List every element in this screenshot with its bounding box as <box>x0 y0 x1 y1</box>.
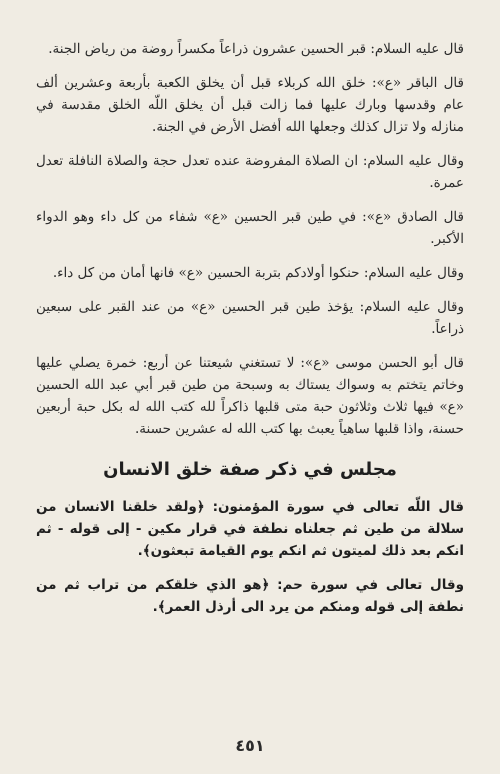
quran-paragraph: وقال تعالى في سورة حم: ﴿هو الذي خلقكم من تراب ثم من نطفة إلى قوله ومنكم من يرد الى أرذل العمر﴾. <box>36 577 464 615</box>
paragraph: وقال عليه السلام: حنكوا أولادكم بتربة الحسين «ع» فانها أمان من كل داء. <box>52 265 464 281</box>
section-heading: مجلس في ذكر صفة خلق الانسان <box>103 459 397 480</box>
page-body <box>36 38 464 630</box>
paragraph: وقال عليه السلام: يؤخذ طين قبر الحسين «ع» من عند القبر على سبعين ذراعاً. <box>36 299 464 337</box>
paragraph: قال الصادق «ع»: في طين قبر الحسين «ع» شفاء من كل داء وهو الدواء الأكبر. <box>36 209 464 247</box>
quran-paragraph: قال اللّه تعالى في سورة المؤمنون: ﴿ولقد خلقنا الانسان من سلالة من طين ثم جعلناه نطفة في قرار مكين - إلى قوله - ثم انكم بعد ذلك لميتون ثم انكم يوم القيامة تبعثون﴾. <box>36 499 464 559</box>
paragraph: قال عليه السلام: قبر الحسين عشرون ذراعاً مكسراً روضة من رياض الجنة. <box>48 41 464 57</box>
paragraph: وقال عليه السلام: ان الصلاة المفروضة عنده تعدل حجة والصلاة النافلة تعدل عمرة. <box>36 153 464 191</box>
paragraph: قال أبو الحسن موسى «ع»: لا تستغني شيعتنا عن أربع: خمرة يصلي عليها وخاتم يتختم به وسواك يستاك به وسبحة من طين قبر أبي عبد الله الحسين «ع» فيها ثلاث وثلاثون حبة متى قلبها ذاكراً لله كتب الله له بكل حبة أربعين حسنة، واذا قلبها ساهياً يعبث بها كتب الله له عشرين حسنة. <box>36 355 464 437</box>
paragraph: قال الباقر «ع»: خلق الله كربلاء قبل أن يخلق الكعبة بأربعة وعشرين ألف عام وقدسها وبارك عليها فما زالت قبل أن يخلق اللّه الخلق مقدسة في منازله ولا تزال كذلك وجعلها الله أفضل الأرض في الجنة. <box>36 75 464 135</box>
page-number: ٤٥١ <box>235 736 265 755</box>
